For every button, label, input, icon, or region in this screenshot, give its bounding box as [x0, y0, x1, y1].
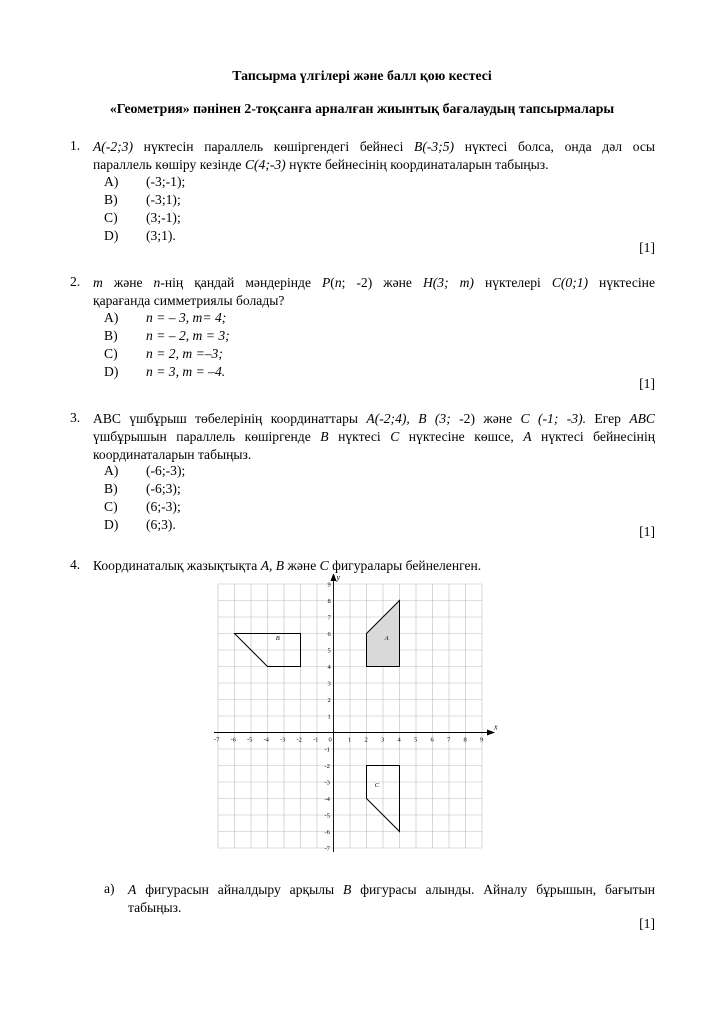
shape-a-label: A: [384, 635, 389, 643]
y-tick-label: 1: [327, 713, 331, 721]
text: координаталарын табыңыз.: [93, 447, 252, 462]
subquestion-text: [128, 881, 655, 917]
option-label: A): [104, 174, 119, 189]
x-tick-label: 1: [348, 736, 352, 744]
y-tick-label: 9: [327, 581, 331, 589]
point-a-b: A(-2;4), B (3;: [366, 411, 460, 426]
option-text: n = 3, m = –4.: [146, 364, 226, 379]
x-tick-label: 5: [414, 736, 418, 744]
point-a: A(-2;3): [93, 139, 134, 154]
option-text: n = – 2, m = 3;: [146, 328, 230, 343]
y-tick-label: -7: [324, 845, 330, 853]
score-mark: [1]: [639, 916, 655, 931]
option-text: (-3;1);: [146, 192, 181, 207]
figure-a: A: [128, 882, 137, 897]
text: нүктесіне: [588, 275, 655, 290]
x-tick-label: 3: [381, 736, 385, 744]
option-label: C): [104, 210, 118, 225]
y-tick-label: 2: [327, 697, 331, 704]
option-text: (6;-3);: [146, 499, 181, 514]
var-m: m: [93, 275, 103, 290]
text: Координаталық жазықтықта: [93, 558, 261, 573]
x-tick-label: 6: [430, 736, 434, 744]
option-text: (-3;-1);: [146, 174, 186, 189]
text: параллель көшіру кезінде: [93, 157, 245, 172]
question-text: [93, 274, 655, 310]
text: және: [102, 275, 154, 290]
x-tick-label: 0: [328, 736, 332, 744]
option-text: (-6;3);: [146, 481, 181, 496]
text: -2) және: [459, 411, 521, 426]
y-tick-label: 3: [327, 680, 331, 688]
text: -нің қандай мәндерінде: [160, 275, 322, 290]
option-label: D): [104, 364, 119, 379]
var-n: n: [153, 275, 161, 290]
text: ; -2) және: [341, 275, 423, 290]
option-text: (3;-1);: [146, 210, 181, 225]
question-text: [93, 410, 655, 464]
option-label: B): [104, 192, 118, 207]
option-text: (-6;-3);: [146, 463, 186, 478]
text: фигурасы алынды. Айналу бұрышын, бағытын: [351, 882, 656, 897]
figures-ab: A, B: [260, 558, 285, 573]
point-p: P: [321, 275, 331, 290]
x-axis-label: x: [494, 722, 498, 732]
answer-option[interactable]: [104, 481, 181, 497]
y-tick-label: 6: [327, 631, 331, 638]
y-tick-label: -5: [324, 812, 330, 820]
text: Егер: [586, 411, 630, 426]
text: нүктелері: [473, 275, 552, 290]
x-tick-label: -3: [280, 736, 286, 744]
point-c: C(4;-3): [244, 157, 286, 172]
point-b: B: [320, 429, 329, 444]
answer-option[interactable]: [104, 328, 230, 344]
x-tick-label: -4: [263, 736, 269, 744]
figure-b: B: [343, 882, 352, 897]
page-subtitle: «Геометрия» пәнінен 2-тоқсанға арналған жиынтық бағалаудың тапсырмалары: [109, 101, 615, 116]
answer-option[interactable]: [104, 463, 185, 479]
point-b: B(-3;5): [414, 139, 455, 154]
x-tick-label: 8: [463, 736, 467, 744]
point-a: A: [523, 429, 532, 444]
score-mark: [1]: [639, 240, 655, 255]
question-number: 2.: [70, 274, 81, 289]
x-tick-label: -7: [214, 736, 220, 744]
coordinate-grid: [210, 574, 502, 866]
subquestion-label: a): [104, 881, 115, 896]
x-tick-label: 4: [397, 736, 401, 744]
y-tick-label: -3: [324, 779, 330, 787]
text: нүктесін параллель көшіргендегі бейнесі: [133, 139, 415, 154]
point-h: H(3; m): [422, 275, 474, 290]
x-tick-label: 9: [480, 736, 484, 744]
text: нүктесі болса, онда дәл осы: [454, 139, 655, 154]
text: нүктесі бейнесінің: [531, 429, 656, 444]
option-label: C): [104, 346, 118, 361]
answer-option[interactable]: [104, 364, 225, 380]
y-tick-label: 7: [327, 614, 331, 622]
score-mark: [1]: [639, 376, 655, 391]
x-tick-label: 2: [364, 736, 368, 744]
triangle-abc: ABC: [629, 411, 655, 426]
y-tick-label: -2: [324, 763, 330, 770]
var-n: n: [334, 275, 342, 290]
question-text: [93, 557, 655, 575]
answer-option[interactable]: [104, 228, 176, 244]
x-tick-label: -2: [296, 736, 302, 744]
answer-option[interactable]: [104, 310, 226, 326]
option-label: B): [104, 481, 118, 496]
text: нүктесіне көшсе,: [399, 429, 524, 444]
question-text: [93, 138, 655, 174]
x-tick-label: -6: [230, 736, 236, 744]
page-title: Тапсырма үлгілері және балл қою кестесі: [232, 68, 492, 83]
text: нүктесі: [328, 429, 391, 444]
answer-option[interactable]: [104, 346, 223, 362]
y-tick-label: -4: [324, 796, 330, 803]
y-tick-label: -1: [324, 746, 330, 754]
y-axis-label: y: [336, 574, 341, 582]
option-text: (6;3).: [146, 517, 176, 532]
x-tick-label: -5: [247, 736, 253, 744]
answer-option[interactable]: [104, 210, 181, 226]
text: және: [284, 558, 320, 573]
answer-option[interactable]: [104, 192, 181, 208]
text: табыңыз.: [128, 900, 182, 915]
question-number: 1.: [70, 138, 81, 153]
text: үшбұрышын параллель көшіргенде: [93, 429, 321, 444]
option-label: A): [104, 310, 119, 325]
point-c: C: [390, 429, 400, 444]
option-label: C): [104, 499, 118, 514]
answer-option[interactable]: [104, 174, 185, 190]
x-tick-label: -1: [313, 736, 319, 744]
point-c: C(0;1): [551, 275, 589, 290]
question-number: 3.: [70, 410, 81, 425]
option-label: D): [104, 228, 119, 243]
option-text: n = – 3, m= 4;: [146, 310, 227, 325]
option-label: A): [104, 463, 119, 478]
figure-c: C: [319, 558, 329, 573]
point-c: C (-1; -3).: [520, 411, 586, 426]
text: фигуралары бейнеленген.: [328, 558, 482, 573]
text: фигурасын айналдыру арқылы: [136, 882, 344, 897]
text: қарағанда симметриялы болады?: [93, 293, 285, 308]
shape-b-label: B: [275, 635, 280, 643]
x-tick-label: 7: [447, 736, 451, 744]
option-label: D): [104, 517, 119, 532]
y-tick-label: -6: [324, 829, 330, 836]
answer-option[interactable]: [104, 499, 181, 515]
option-text: (3;1).: [146, 228, 176, 243]
question-number: 4.: [70, 557, 81, 572]
shape-c-label: C: [374, 781, 380, 789]
score-mark: [1]: [639, 524, 655, 539]
y-tick-label: 8: [327, 598, 331, 605]
text: нүкте бейнесінің координаталарын табыңыз.: [285, 157, 549, 172]
text: ABC үшбұрыш төбелерінің координаттары: [93, 411, 367, 426]
option-text: n = 2, m =–3;: [146, 346, 223, 361]
answer-option[interactable]: [104, 517, 176, 533]
y-tick-label: 5: [327, 647, 331, 655]
y-tick-label: 4: [327, 664, 331, 671]
text: (: [330, 275, 335, 290]
option-label: B): [104, 328, 118, 343]
